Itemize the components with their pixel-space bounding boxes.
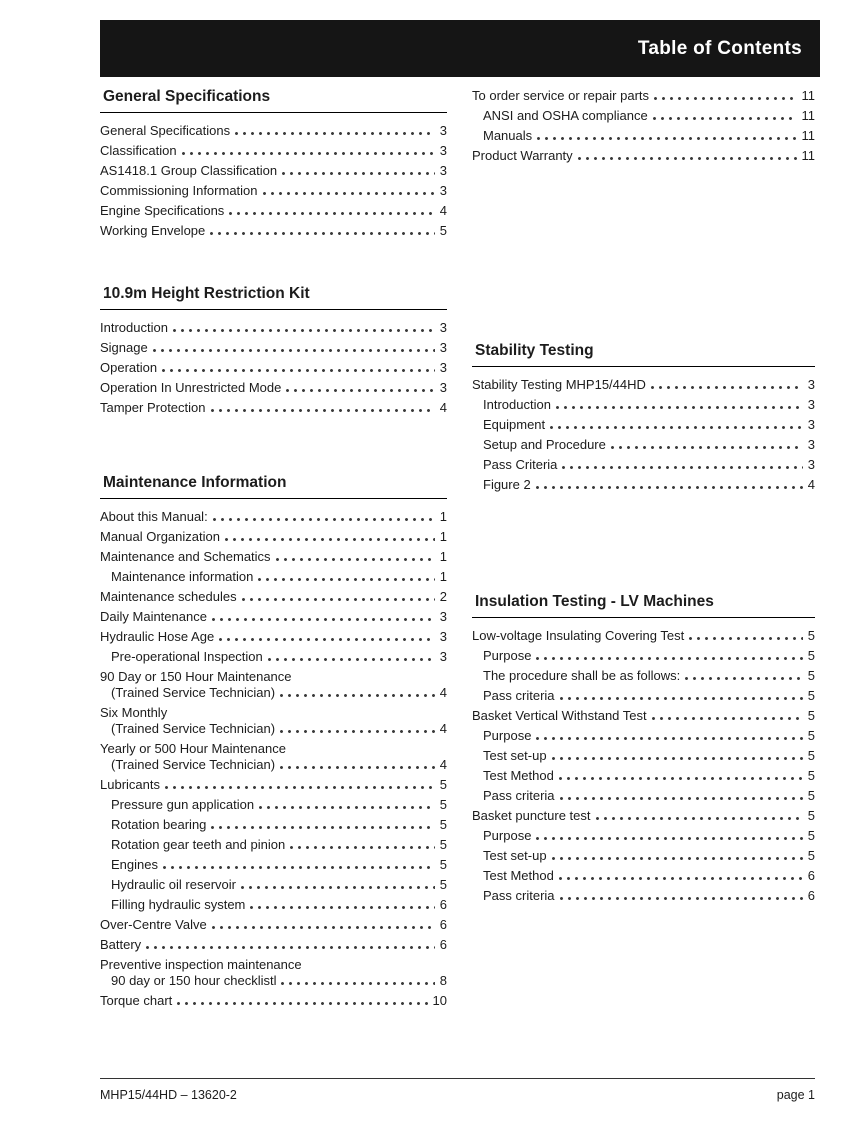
page-title: Table of Contents xyxy=(637,37,802,59)
entry-title: Pass criteria xyxy=(483,788,555,803)
toc-entry xyxy=(472,728,815,744)
dot-leader xyxy=(146,946,435,949)
toc-entry xyxy=(100,183,447,199)
entry-title: Low-voltage Insulating Covering Test xyxy=(472,628,685,643)
entry-page-number: 4 xyxy=(439,685,447,700)
entry-page-number: 5 xyxy=(439,797,447,812)
dot-leader xyxy=(611,446,803,449)
dot-leader xyxy=(560,897,803,900)
toc-entry xyxy=(472,457,815,473)
entry-title: Setup and Procedure xyxy=(483,437,606,452)
toc-entry xyxy=(472,148,815,164)
toc-entry xyxy=(472,88,815,104)
dot-leader xyxy=(552,857,803,860)
toc-entry xyxy=(100,163,447,179)
toc-entry xyxy=(100,685,447,701)
entry-page-number: 3 xyxy=(807,417,815,432)
toc-entry xyxy=(472,848,815,864)
entry-title: Maintenance schedules xyxy=(100,589,237,604)
toc-section xyxy=(100,285,447,416)
entry-page-number: 11 xyxy=(801,88,815,103)
toc-entry xyxy=(472,748,815,764)
dot-leader xyxy=(268,658,435,661)
entry-title: Equipment xyxy=(483,417,546,432)
dot-leader xyxy=(250,906,434,909)
toc-column-right xyxy=(472,88,815,908)
dot-leader xyxy=(211,826,434,829)
entry-page-number: 5 xyxy=(439,877,447,892)
entry-title: Manual Organization xyxy=(100,529,220,544)
dot-leader xyxy=(290,846,435,849)
section-heading: Maintenance Information xyxy=(100,474,447,499)
entry-title: Introduction xyxy=(483,397,551,412)
entry-page-number: 3 xyxy=(439,183,447,198)
toc-entry xyxy=(100,589,447,605)
footer-doc-id: MHP15/44HD – 13620-2 xyxy=(100,1088,237,1102)
dot-leader xyxy=(258,578,434,581)
dot-leader xyxy=(596,817,803,820)
entry-page-number: 6 xyxy=(807,888,815,903)
dot-leader xyxy=(225,538,435,541)
entry-title: Pass Criteria xyxy=(483,457,558,472)
entry-title: Maintenance and Schematics xyxy=(100,549,271,564)
dot-leader xyxy=(280,730,435,733)
entry-page-number: 3 xyxy=(439,380,447,395)
entry-title: Pre-operational Inspection xyxy=(111,649,263,664)
entry-title: Pass criteria xyxy=(483,888,555,903)
entry-page-number: 8 xyxy=(439,973,447,988)
entry-page-number: 4 xyxy=(439,203,447,218)
toc-entry xyxy=(100,649,447,665)
toc-entry xyxy=(472,128,815,144)
toc-section xyxy=(100,474,447,1009)
entry-page-number: 5 xyxy=(807,748,815,763)
entry-page-number: 6 xyxy=(439,897,447,912)
entry-page-number: 5 xyxy=(439,817,447,832)
entry-page-number: 5 xyxy=(807,628,815,643)
dot-leader xyxy=(652,717,803,720)
dot-leader xyxy=(282,172,435,175)
dot-leader xyxy=(562,466,802,469)
toc-entry xyxy=(472,828,815,844)
toc-entry xyxy=(100,937,447,953)
entry-title: 90 day or 150 hour checklistl xyxy=(111,973,277,988)
entry-title: Maintenance information xyxy=(111,569,254,584)
entry-page-number: 5 xyxy=(807,848,815,863)
toc-entry xyxy=(100,705,447,721)
toc-entry xyxy=(472,628,815,644)
entry-page-number: 5 xyxy=(807,688,815,703)
dot-leader xyxy=(651,386,803,389)
entry-page-number: 3 xyxy=(439,123,447,138)
entry-title: To order service or repair parts xyxy=(472,88,650,103)
dot-leader xyxy=(213,518,435,521)
toc-entry xyxy=(100,777,447,793)
toc-entry xyxy=(472,108,815,124)
dot-leader xyxy=(536,737,802,740)
entry-page-number: 5 xyxy=(807,788,815,803)
entry-page-number: 5 xyxy=(807,708,815,723)
dot-leader xyxy=(182,152,435,155)
toc-section xyxy=(100,88,447,239)
entry-title: The procedure shall be as follows: xyxy=(483,668,681,683)
toc-entry xyxy=(472,377,815,393)
entry-page-number: 11 xyxy=(801,128,815,143)
entry-title: ANSI and OSHA compliance xyxy=(483,108,648,123)
entry-page-number: 5 xyxy=(807,728,815,743)
dot-leader xyxy=(560,797,803,800)
entry-page-number: 4 xyxy=(439,400,447,415)
dot-leader xyxy=(173,329,435,332)
entry-title: Commissioning Information xyxy=(100,183,258,198)
entry-title: Tamper Protection xyxy=(100,400,206,415)
toc-entry xyxy=(100,360,447,376)
entry-title: Basket puncture test xyxy=(472,808,591,823)
toc-entry xyxy=(100,609,447,625)
entry-title: Manuals xyxy=(483,128,533,143)
page-header-bar xyxy=(100,20,820,77)
dot-leader xyxy=(654,97,796,100)
entry-page-number: 3 xyxy=(807,377,815,392)
entry-title: Rotation gear teeth and pinion xyxy=(111,837,286,852)
toc-entry xyxy=(100,857,447,873)
entry-title: Pressure gun application xyxy=(111,797,255,812)
dot-leader xyxy=(286,389,434,392)
toc-section xyxy=(472,593,815,904)
entry-page-number: 6 xyxy=(807,868,815,883)
dot-leader xyxy=(153,349,435,352)
entry-page-number: 5 xyxy=(807,808,815,823)
entry-page-number: 3 xyxy=(439,629,447,644)
dot-leader xyxy=(559,777,803,780)
toc-entry xyxy=(472,768,815,784)
dot-leader xyxy=(219,638,435,641)
entry-title: Over-Centre Valve xyxy=(100,917,207,932)
toc-entry xyxy=(100,320,447,336)
toc-entry xyxy=(100,817,447,833)
entry-page-number: 3 xyxy=(439,360,447,375)
entry-page-number: 4 xyxy=(439,721,447,736)
dot-leader xyxy=(280,694,435,697)
entry-title: (Trained Service Technician) xyxy=(111,757,276,772)
toc-entry xyxy=(100,529,447,545)
entry-title: Test Method xyxy=(483,868,554,883)
dot-leader xyxy=(536,657,802,660)
entry-page-number: 4 xyxy=(439,757,447,772)
toc-section xyxy=(472,342,815,493)
entry-title: Six Monthly xyxy=(100,705,168,720)
toc-entry xyxy=(100,741,447,757)
dot-leader xyxy=(211,409,435,412)
footer-page-number: page 1 xyxy=(776,1088,815,1102)
dot-leader xyxy=(556,406,803,409)
dot-leader xyxy=(552,757,803,760)
entry-page-number: 5 xyxy=(807,668,815,683)
dot-leader xyxy=(559,877,803,880)
dot-leader xyxy=(550,426,803,429)
entry-title: Operation In Unrestricted Mode xyxy=(100,380,282,395)
entry-title: Torque chart xyxy=(100,993,173,1008)
entry-page-number: 3 xyxy=(439,143,447,158)
toc-entry xyxy=(100,757,447,773)
dot-leader xyxy=(210,232,435,235)
entry-page-number: 1 xyxy=(439,509,447,524)
entry-title: Daily Maintenance xyxy=(100,609,207,624)
dot-leader xyxy=(560,697,803,700)
entry-title: (Trained Service Technician) xyxy=(111,721,276,736)
dot-leader xyxy=(241,886,435,889)
entry-title: Classification xyxy=(100,143,177,158)
toc-entry xyxy=(100,123,447,139)
entry-page-number: 3 xyxy=(439,609,447,624)
dot-leader xyxy=(162,369,435,372)
entry-page-number: 3 xyxy=(439,340,447,355)
entry-title: Rotation bearing xyxy=(111,817,207,832)
entry-page-number: 1 xyxy=(439,569,447,584)
toc-section xyxy=(472,88,815,164)
toc-entry xyxy=(100,569,447,585)
dot-leader xyxy=(578,157,797,160)
entry-page-number: 3 xyxy=(439,163,447,178)
entry-title: Test set-up xyxy=(483,848,547,863)
dot-leader xyxy=(242,598,435,601)
entry-title: Purpose xyxy=(483,828,532,843)
toc-entry xyxy=(472,477,815,493)
dot-leader xyxy=(229,212,434,215)
toc-entry xyxy=(472,808,815,824)
page-footer xyxy=(100,1078,815,1102)
entry-title: Purpose xyxy=(483,648,532,663)
entry-title: Engines xyxy=(111,857,158,872)
toc-entry xyxy=(100,340,447,356)
dot-leader xyxy=(536,486,803,489)
toc-entry xyxy=(472,437,815,453)
toc-entry xyxy=(472,668,815,684)
entry-page-number: 1 xyxy=(439,549,447,564)
toc-entry xyxy=(100,797,447,813)
dot-leader xyxy=(163,866,435,869)
dot-leader xyxy=(165,786,435,789)
entry-title: Stability Testing MHP15/44HD xyxy=(472,377,646,392)
entry-title: Test Method xyxy=(483,768,554,783)
entry-page-number: 5 xyxy=(439,857,447,872)
dot-leader xyxy=(280,766,435,769)
entry-page-number: 3 xyxy=(807,437,815,452)
entry-page-number: 5 xyxy=(439,223,447,238)
toc-entry xyxy=(472,788,815,804)
toc-entry xyxy=(100,897,447,913)
dot-leader xyxy=(276,558,435,561)
entry-page-number: 11 xyxy=(801,108,815,123)
entry-title: About this Manual: xyxy=(100,509,208,524)
toc-entry xyxy=(100,877,447,893)
section-heading: Stability Testing xyxy=(472,342,815,367)
toc-column-left xyxy=(100,88,447,1013)
toc-entry xyxy=(100,669,447,685)
dot-leader xyxy=(259,806,435,809)
entry-title: Operation xyxy=(100,360,158,375)
entry-title: (Trained Service Technician) xyxy=(111,685,276,700)
dot-leader xyxy=(177,1002,427,1005)
entry-title: Introduction xyxy=(100,320,168,335)
toc-entry xyxy=(100,917,447,933)
entry-page-number: 5 xyxy=(807,768,815,783)
entry-page-number: 6 xyxy=(439,917,447,932)
entry-page-number: 2 xyxy=(439,589,447,604)
entry-title: Hydraulic oil reservoir xyxy=(111,877,236,892)
entry-title: Working Envelope xyxy=(100,223,206,238)
entry-title: 90 Day or 150 Hour Maintenance xyxy=(100,669,292,684)
entry-title: Pass criteria xyxy=(483,688,555,703)
toc-entry xyxy=(100,203,447,219)
dot-leader xyxy=(212,926,435,929)
dot-leader xyxy=(212,618,435,621)
entry-title: Product Warranty xyxy=(472,148,573,163)
toc-entry xyxy=(100,721,447,737)
section-heading: 10.9m Height Restriction Kit xyxy=(100,285,447,310)
dot-leader xyxy=(685,677,802,680)
entry-title: Basket Vertical Withstand Test xyxy=(472,708,647,723)
entry-title: Preventive inspection maintenance xyxy=(100,957,302,972)
dot-leader xyxy=(235,132,435,135)
toc-entry xyxy=(472,397,815,413)
entry-title: Filling hydraulic system xyxy=(111,897,246,912)
toc-entry xyxy=(100,400,447,416)
dot-leader xyxy=(689,637,803,640)
dot-leader xyxy=(281,982,434,985)
entry-page-number: 4 xyxy=(807,477,815,492)
entry-title: Purpose xyxy=(483,728,532,743)
toc-entry xyxy=(472,888,815,904)
dot-leader xyxy=(263,192,435,195)
entry-page-number: 3 xyxy=(439,649,447,664)
toc-entry xyxy=(472,868,815,884)
entry-title: AS1418.1 Group Classification xyxy=(100,163,278,178)
entry-title: Signage xyxy=(100,340,148,355)
entry-title: General Specifications xyxy=(100,123,231,138)
entry-page-number: 5 xyxy=(807,648,815,663)
toc-entry xyxy=(100,957,447,973)
section-heading: Insulation Testing - LV Machines xyxy=(472,593,815,618)
entry-page-number: 3 xyxy=(807,397,815,412)
toc-entry xyxy=(100,223,447,239)
entry-page-number: 5 xyxy=(439,837,447,852)
entry-page-number: 1 xyxy=(439,529,447,544)
dot-leader xyxy=(653,117,797,120)
toc-entry xyxy=(472,417,815,433)
toc-entry xyxy=(100,629,447,645)
entry-page-number: 6 xyxy=(439,937,447,952)
entry-page-number: 11 xyxy=(801,148,815,163)
entry-title: Hydraulic Hose Age xyxy=(100,629,215,644)
toc-entry xyxy=(100,973,447,989)
entry-page-number: 10 xyxy=(432,993,447,1008)
entry-title: Engine Specifications xyxy=(100,203,225,218)
entry-page-number: 3 xyxy=(807,457,815,472)
entry-title: Test set-up xyxy=(483,748,547,763)
dot-leader xyxy=(537,137,796,140)
entry-title: Figure 2 xyxy=(483,477,531,492)
entry-title: Battery xyxy=(100,937,142,952)
toc-entry xyxy=(100,549,447,565)
section-heading: General Specifications xyxy=(100,88,447,113)
toc-entry xyxy=(100,837,447,853)
entry-page-number: 3 xyxy=(439,320,447,335)
toc-entry xyxy=(472,708,815,724)
toc-entry xyxy=(100,509,447,525)
entry-title: Yearly or 500 Hour Maintenance xyxy=(100,741,286,756)
entry-page-number: 5 xyxy=(439,777,447,792)
entry-title: Lubricants xyxy=(100,777,160,792)
toc-entry xyxy=(472,648,815,664)
toc-entry xyxy=(100,143,447,159)
toc-entry xyxy=(100,993,447,1009)
entry-page-number: 5 xyxy=(807,828,815,843)
dot-leader xyxy=(536,837,802,840)
toc-entry xyxy=(100,380,447,396)
toc-entry xyxy=(472,688,815,704)
